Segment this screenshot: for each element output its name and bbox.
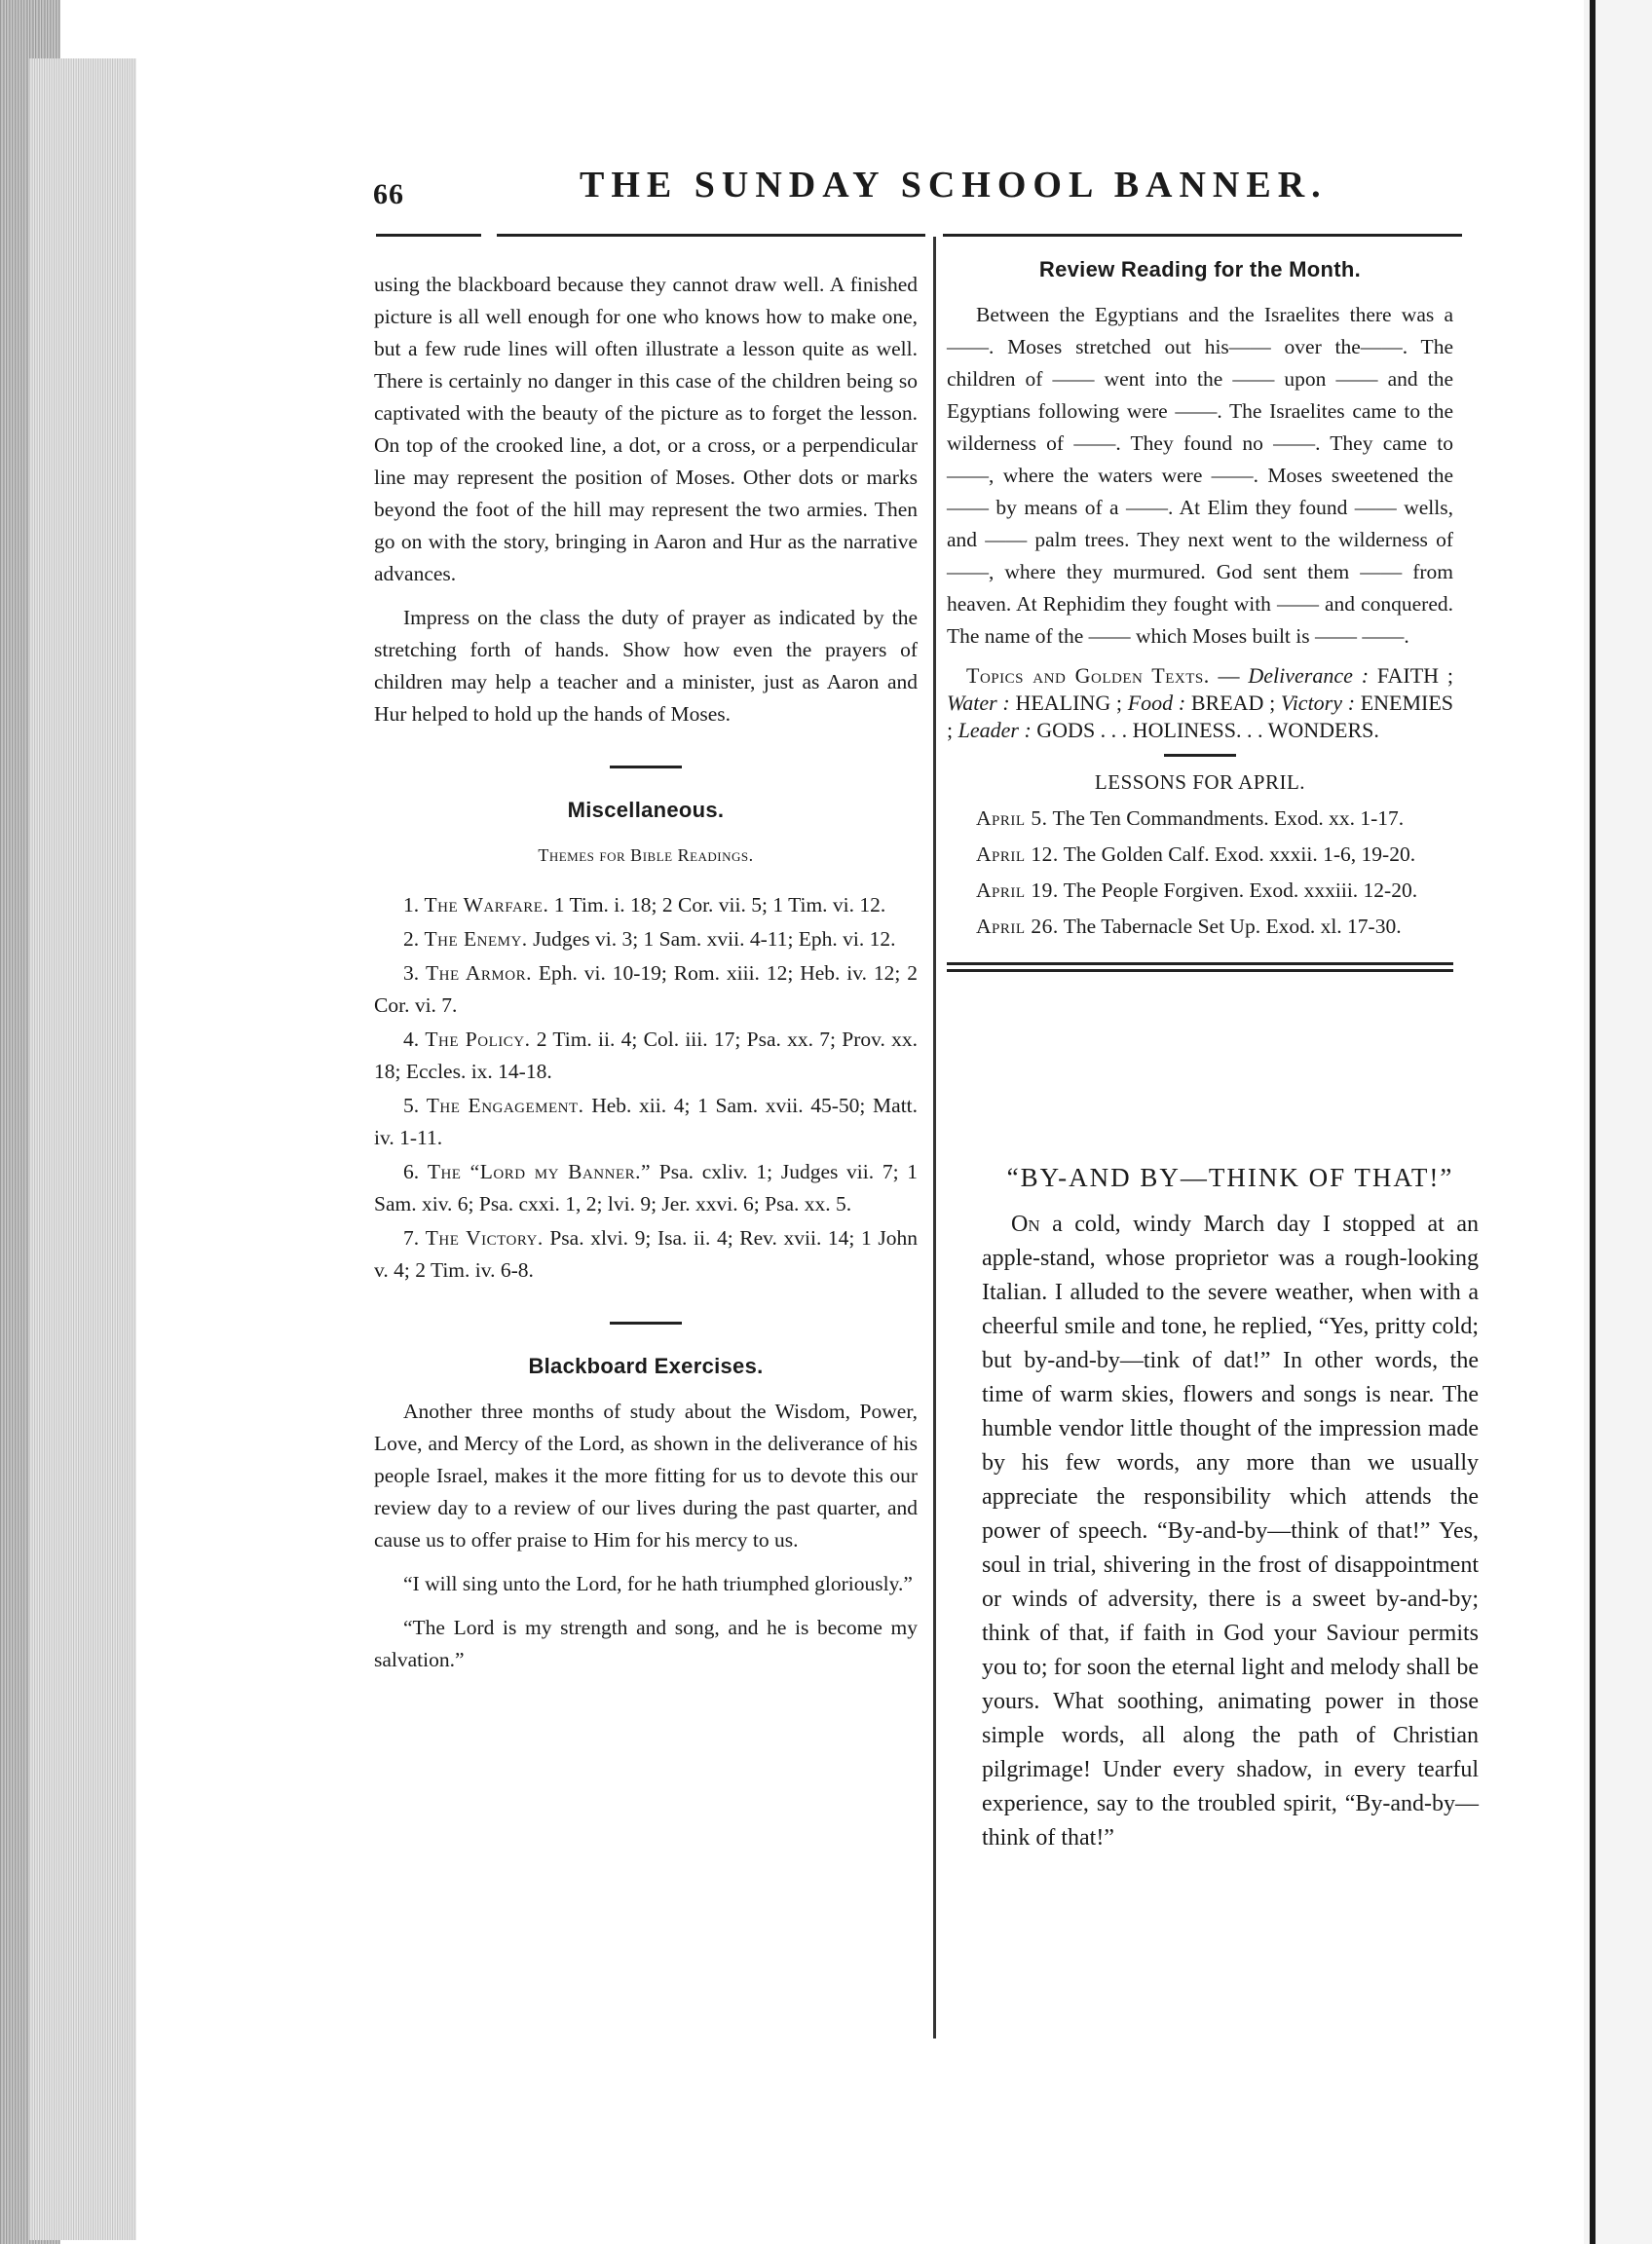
page-stack-edge (29, 58, 137, 2240)
story-paragraph (982, 1208, 1479, 1855)
story-body: a cold, windy March day I stopped at an apple-stand, whose proprietor was a rough-looking Italian. I alluded to the severe weather, when with a cheerful smile and tone, he replied, “Yes, pritty cold; but by-and-by—tink of dat!” In other words, the time of warm skies, flowers and songs is near. The humble vendor little thought of the impression made by his few words, any more than we usually appreciate the responsibility which attends the power of speech. “By-and-by—think of that!” Yes, soul in trial, shivering in the frost of disappointment or winds of adversity, there is a sweet by-and-by; think of that, if faith in God your Saviour permits you to; for soon the eternal light and melody shall be yours. What soothing, animating power in those simple words, all along the path of Christian pilgrimage! Under every shadow, in every tearful experience, say to the troubled spirit, “By-and-by—think of that!” (982, 1212, 1479, 1851)
header-rule (376, 234, 481, 237)
running-head: THE SUNDAY SCHOOL BANNER. (580, 165, 1328, 206)
review-paragraph: Between the Egyptians and the Israelites there was a ——. Moses stretched out his—— over the——. The children of —— went into the —— upon —— and the Egyptians following were ——. The Israelites came to the wilderness of ——. They found no ——. They came to ——, where the waters were ——. Moses sweetened the —— by means of a ——. At Elim they found —— wells, and —— palm trees. They next went to the wilderness of ——, where they murmured. God sent them —— from heaven. At Rephidim they fought with —— and conquered. The name of the —— which Moses built is —— ——. (947, 303, 1453, 648)
blackboard-heading: Blackboard Exercises. (528, 1354, 764, 1378)
list-item: 3. The Armor. Eph. vi. 10-19; Rom. xiii. 12; Heb. iv. 12; 2 Cor. vi. 7. (374, 961, 919, 1017)
lessons-list (947, 803, 1453, 943)
section-rule (610, 1322, 682, 1325)
intro-paragraph: using the blackboard because they cannot draw well. A finished picture is all well enough for one who knows how to make one, but a few rude lines will often illustrate a lesson quite as well. There is certainly no danger in this case of the children being so captivated with the beauty of the picture as to forget the lesson. On top of the crooked line, a dot, or a cross, or a perpendicular line may represent the position of Moses. Other dots or marks beyond the foot of the hill may represent the two armies. Then go on with the story, bringing in Aaron and Hur as the narrative advances. (374, 273, 918, 585)
left-column (374, 269, 918, 1676)
list-item: 4. The Policy. 2 Tim. ii. 4; Col. iii. 17; Psa. xx. 7; Prov. xx. 18; Eccles. ix. 14-18. (374, 1028, 919, 1083)
list-item: 7. The Victory. Psa. xlvi. 9; Isa. ii. 4; Rev. xvii. 14; 1 John v. 4; 2 Tim. iv. 6-8. (374, 1226, 918, 1282)
column-divider (933, 237, 936, 2038)
header-rule (497, 234, 925, 237)
story-dropcap: On (1011, 1212, 1040, 1237)
review-heading: Review Reading for the Month. (1038, 257, 1362, 281)
middle-column (947, 242, 1453, 990)
blackboard-paragraph: Another three months of study about the Wisdom, Power, Love, and Mercy of the Lord, as shown in the deliverance of his people Israel, makes it the more fitting for us to devote this our review day to a review of our lives during the past quarter, and cause us to offer praise to Him for his mercy to us. (374, 1400, 918, 1552)
list-item: 6. The “Lord my Banner.” Psa. cxliv. 1; Judges vii. 7; 1 Sam. xiv. 6; Psa. cxxi. 1, 2; lvi. 9; Jer. xxvi. 6; Psa. xx. 5. (374, 1160, 919, 1216)
list-item: April 12. The Golden Calf. Exod. xxxii. 1-6, 19-20. (976, 842, 1416, 866)
themes-list (374, 889, 918, 1287)
right-edge-shadow (1590, 0, 1596, 2244)
section-rule (1164, 754, 1236, 757)
topics-label: Topics and Golden Texts. (966, 663, 1210, 688)
story-column (982, 1155, 1479, 1855)
double-rule (947, 962, 1453, 972)
list-item: 1. The Warfare. 1 Tim. i. 18; 2 Cor. vii. 5; 1 Tim. vi. 12. (403, 893, 886, 916)
lessons-heading: LESSONS FOR APRIL. (1094, 770, 1306, 794)
quote: “I will sing unto the Lord, for he hath triumphed gloriously.” (403, 1572, 913, 1595)
prayer-paragraph: Impress on the class the duty of prayer as indicated by the stretching forth of hands. Show how even the prayers of children may help a teacher and a minister, just as Aaron and Hur helped to hold up the hands of Moses. (374, 606, 918, 726)
topics-golden-texts: Topics and Golden Texts. — Deliverance : FAITH ; Water : HEALING ; Food : BREAD ; Victory : ENEMIES ; Leader : GODS . . . HOLINESS. . . WONDERS. (947, 663, 1454, 742)
list-item: April 19. The People Forgiven. Exod. xxxiii. 12-20. (976, 879, 1418, 902)
misc-heading: Miscellaneous. (567, 798, 725, 822)
list-item: April 5. The Ten Commandments. Exod. xx. 1-17. (976, 806, 1405, 830)
themes-heading: Themes for Bible Readings. (538, 845, 754, 865)
page-number: 66 (373, 178, 404, 210)
story-title: “BY-AND BY—THINK OF THAT!” (1006, 1163, 1454, 1192)
header-rule (943, 234, 1462, 237)
quote: “The Lord is my strength and song, and he is become my salvation.” (374, 1616, 918, 1671)
section-rule (610, 766, 682, 768)
list-item: 5. The Engagement. Heb. xii. 4; 1 Sam. xvii. 45-50; Matt. iv. 1-11. (374, 1094, 919, 1149)
list-item: 2. The Enemy. Judges vi. 3; 1 Sam. xvii. 4-11; Eph. vi. 12. (403, 927, 896, 951)
list-item: April 26. The Tabernacle Set Up. Exod. xl. 17-30. (976, 915, 1402, 938)
